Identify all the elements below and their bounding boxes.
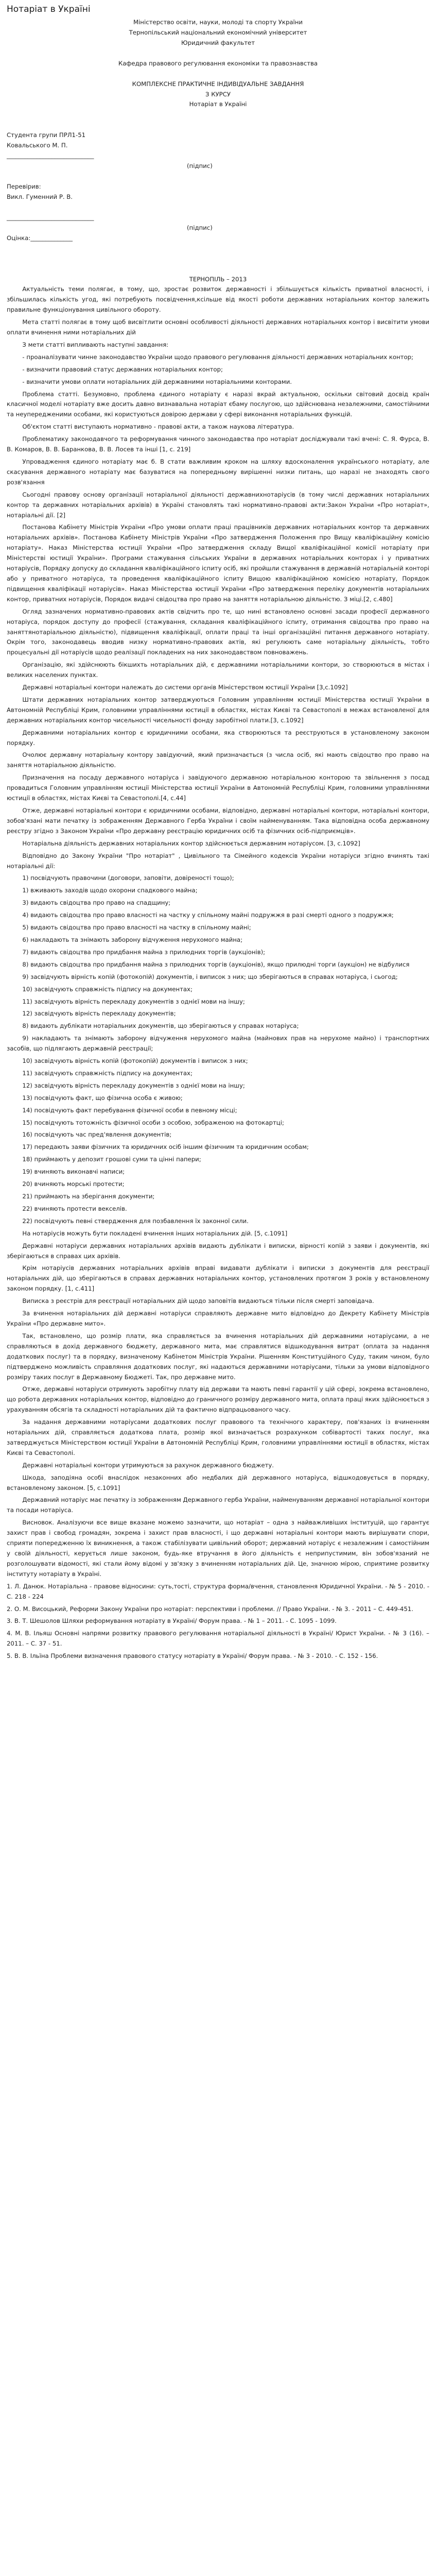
body-paragraph: Відповідно до Закону України "Про нотаріат" , Цивільного та Сімейного кодексів України нотаріуси згідно вчинять такі нотаріальні дії:: [7, 852, 429, 870]
document-body: [7, 284, 429, 1579]
checker-sign-line: _____________________________: [7, 213, 94, 221]
body-paragraph: Постанова Кабінету Міністрів України «Про умови оплати праці працівників державних нотаріальних контор та державних нотаріальних архівів». Постанова Кабінету Міністрів України «Про затвердження Положення про Вищу кваліфікаційну комісію нотаріату». Наказ Міністерства юстиції України «Про затвердження складу Вищої кваліфікаційної комісії нотаріату при Міністерстві юстиції України». Програми стажування сільських України в державних нотаріальних конторах і у приватних нотаріусів, Порядку допуску до складання кваліфікаційного іспиту осіб, які пройшли стажування в державній нотаріальній конторі або у приватного нотаріуса, та проведення кваліфікаційного іспиту Вищою кваліфікаційною комісією нотаріату, Порядок підвищення кваліфікації нотаріусів». Наказ Міністерства юстиції України «Про затвердження переліку документів нотаріальних контор, приватних нотаріусів, Порядок видачі свідоцтва про право на заняття нотаріальною діяльністю. З міці.[2, с.480]: [7, 523, 429, 603]
body-paragraph: Штати державних нотаріальних контор затверджуються Головним управлінням юстиції Міністерства юстиції України в Автономній Республіці Крим, головними управліннями юстиції в областях, містах Києві та Севастополі в межах встановленої для державних нотаріальних контор чисельності чисельності фонду заробітної плати.[3, с.1092]: [7, 696, 429, 724]
body-paragraph: Очолює державну нотаріальну контору завідуючий, який призначається (з числа осіб, які мають свідоцтво про право на заняття нотаріальною діяльністю.: [7, 751, 429, 769]
body-paragraph: 11) засвідчують справжність підпису на документах;: [22, 1069, 193, 1077]
body-paragraph: 14) посвідчують факт перебування фізичної особи в певному місці;: [22, 1106, 237, 1114]
body-paragraph: 5) видають свідоцтва про право власності на частку в спільному майні;: [22, 924, 251, 931]
body-paragraph: Актуальність теми полягає, в тому, що, зростає розвиток державності і збільшується кількість приватної власності, і збільшилась кількість угод, які потребують посвідчення,ксільше від якості роботи державних нотаріальних контор залежить правильне функціонування цивільного обороту.: [7, 285, 429, 314]
body-paragraph: Організацію, які здійснюють бікшихть нотаріальних дій, є державними нотаріальними контори, зо створюються в містах і великих населених пунктах.: [7, 661, 429, 679]
body-paragraph: 20) вчиняють морські протести;: [22, 1180, 125, 1188]
assignment-type: КОМПЛЕКСНЕ ПРАКТИЧНЕ ІНДИВІДУАЛЬНЕ ЗАВДАННЯ: [132, 80, 304, 88]
body-paragraph: - визначити умови оплати нотаріальних дій державними нотаріальними конторами.: [22, 378, 292, 385]
body-paragraph: 8) видають свідоцтва про придбання майна з прилюдних торгів (аукціонів), якщо прилюдні торги (аукціон) не відбулися: [22, 960, 410, 968]
body-paragraph: 12) засвідчують вірність перекладу документів;: [22, 1010, 176, 1018]
page-title: Нотаріат в Україні: [7, 4, 91, 14]
body-paragraph: Так, встановлено, що розмір плати, яка справляється за вчинення нотаріальних дій державними нотаріусами, а не справляються в дохід державного бюджету, державного мита, має справлятися відшкодування витрат (оплата за надання додаткових послуг) та в порядку, визначеному Кабінетом Міністрів України. Рішенням Конституційного Суду, таким чином, було підтверджено можливість справляння додаткових послуг, які надаються державними нотаріусами, тільки за умови відповідного розміру таких послуг в Державному Бюджеті. Так, про державне мито.: [7, 1332, 429, 1381]
university-name: Тернопільський національний економічний університет: [129, 28, 307, 36]
body-paragraph: На нотаріусів можуть бути покладені вчинення інших нотаріальних дій. [5, с.1091]: [22, 1229, 288, 1237]
grade-label: Оцінка:______________: [7, 234, 73, 242]
body-paragraph: - проаналізувати чинне законодавство України щодо правового регулювання діяльності державних нотаріальних контор;: [22, 353, 413, 361]
reference-item: 4. М. В. Ільяш Основні напрями розвитку правового регулювання нотаріальної діяльності в Україні/ Юрист України. - № 3 (16). – 2011. – С. 37 - 51.: [7, 1630, 429, 1648]
checker-label: Перевірив:: [7, 182, 41, 190]
faculty-name: Юридичний факультет: [181, 39, 255, 46]
reference-item: 5. В. В. Ільїна Проблеми визначення правового статусу нотаріату в Україні/ Форум права. - № 3 - 2010. - С. 152 - 156.: [7, 1652, 378, 1660]
reference-item: 3. В. Т. Шешолов Шляхи реформування нотаріату в Україні/ Форум права. - № 1 – 2011. - С. 1095 - 1099.: [7, 1617, 337, 1625]
body-paragraph: 12) засвідчують вірність перекладу документів з однієї мови на іншу;: [22, 1081, 245, 1089]
department-name: Кафедра правового регулювання економіки та правознавства: [118, 59, 318, 67]
body-paragraph: Крім нотаріусів державних нотаріальних архівів вправі видавати дублікати і виписки з документів для реєстрації нотаріальних дій, що зберігаються в справах державних нотаріальних контор, установлених протягом 3 років у встановленому законом порядку. [1, с.411]: [7, 1264, 429, 1293]
body-paragraph: 18) приймають у депозит грошові суми та цінні папери;: [22, 1156, 201, 1163]
body-paragraph: 11) засвідчують вірність перекладу документів з однієї мови на іншу;: [22, 997, 245, 1005]
reference-item: 2. О. М. Висоцький, Реформи Закону України про нотаріат: перспективи і проблеми. // Право України. - № 3. - 2011 – С. 449-451.: [7, 1605, 413, 1613]
body-paragraph: 6) накладають та знімають заборону відчуження нерухомого майна;: [22, 936, 243, 943]
body-paragraph: 19) вчиняють виконавчі написи;: [22, 1168, 125, 1176]
ministry-name: Міністерство освіти, науки, молоді та спорту України: [133, 19, 303, 26]
student-sign-line: _____________________________: [7, 152, 94, 160]
body-paragraph: Державний нотаріус має печатку із зображенням Державного герба України, найменуванням державної нотаріальної контори та посади нотаріуса.: [7, 1496, 429, 1514]
body-paragraph: Огляд зазначених нормативно-правових актів свідчить про те, що нині встановлено основні засади професії державного нотаріуса, порядок доступу до професії (стажування, складання кваліфікаційного іспиту, отримання свідоцтва про право на заняттянотаріальною діяльністю), підвищення кваліфікації, оплати праці та інші організаційні питання державного нотаріату. Окрім того, законодавець вводив низку нормативно-правових актів, які регулюють саме нотаріальну діяльність, тобто процесуальні дії нотаріусів щодо реалізації покладених на них законодавством повноважень.: [7, 607, 429, 656]
body-paragraph: 9) засвідчують вірність копій (фотокопій) документів, і виписок з них; що зберігаються в справах нотаріуса, і сьогод;: [22, 973, 398, 980]
body-paragraph: З мети статті випливають наступні завдання:: [22, 341, 169, 348]
body-paragraph: Сьогодні правову основу організації нотаріальної діяльності державнихнотаріусів (в тому числі державних нотаріальних контор та державних нотаріальних архівів) в Україні становлять такі нормативно-правові акти:Закон України «Про нотаріат», нотаріальні дії. [2]: [7, 490, 429, 519]
student-name: Ковальського М. П.: [7, 142, 68, 149]
body-paragraph: 10) засвідчують справжність підпису на документах;: [22, 985, 193, 993]
body-paragraph: 15) посвідчують тотожність фізичної особи з особою, зображеною на фотокартці;: [22, 1118, 284, 1126]
checker-sign-label: (підпис): [187, 224, 213, 231]
student-sign-label: (підпис): [187, 162, 213, 170]
body-paragraph: Державні нотаріальні контори належать до системи органів Міністерством юстиції України [3,с.1092]: [22, 684, 348, 691]
student-group: Студента групи ПРЛ1-51: [7, 131, 86, 139]
body-paragraph: 1) посвідчують правочини (договори, заповіти, довіреності тощо);: [22, 874, 234, 882]
body-paragraph: Мета статті полягає в тому щоб висвітлити основні особливості діяльності державних нотаріальних контор і висвітити умови оплати вчинення ними нотаріальних дій: [7, 318, 429, 336]
body-paragraph: Державними нотаріальних контор є юридичними особами, яка створюються та реєструються в установленому законом порядку.: [7, 728, 429, 747]
body-paragraph: За надання державними нотаріусами додаткових послуг правового та технічного характеру, пов'язаних із вчиненням нотаріальних дій, справляється додаткова плата, розмір якої визначається розрахунком собівартості таких послуг, яка затверджується Міністерством юстиції України в Автономній Республіці Крим, головними управліннями юстиції в областях, містах Києві та Севастополі.: [7, 1418, 429, 1456]
body-paragraph: Упровадження єдиного нотаріату має б. В стати важливим кроком на шляху вдосконалення українського нотаріату, але скасування державного нотаріату має базуватися на попередньому вирішенні низки питань, що наразі не знаходять свого розв'язання: [7, 458, 429, 486]
body-paragraph: Нотаріальна діяльність державних нотаріальних контор здійснюється державним нотаріусом. [3, с.1092]: [22, 839, 360, 847]
body-paragraph: За вчинення нотаріальних дій державні нотаріуси справляють державне мито відповідно до Декрету Кабінету Міністрів України «Про державне мито».: [7, 1310, 429, 1327]
body-paragraph: 21) приймають на зберігання документи;: [22, 1193, 155, 1200]
body-paragraph: Отже, державні нотаріальні контори є юридичними особами, відповідно, державні нотаріальні контори, нотаріальні контори, зобов'язані мати печатку із зображенням Державного Герба України і своїм найменуванням. Така відповідна особа державному реєстру згідно з Законом України «Про державну реєстрацію юридичних осіб та фізичних осіб-підприємців».: [7, 807, 429, 835]
course-label: З КУРСУ: [205, 90, 231, 98]
body-paragraph: 17) передають заяви фізичних та юридичних осіб іншим фізичним та юридичним особам;: [22, 1143, 309, 1151]
body-paragraph: Проблематику законодавчого та реформування чинного законодавства про нотаріат досліджували такі вчені: С. Я. Фурса, В. В. Комаров, В. В. Баранкова, В. В. Лосев та інші [1, с. 219]: [7, 435, 429, 453]
place-year: ТЕРНОПІЛЬ – 2013: [189, 275, 247, 283]
reference-item: 1. Л. Данюк. Нотаріальна - правове відносини: суть,тості, структура форма/вчення, становлення Юридичної України. - № 5 - 2010. - С. 218 - 224: [7, 1582, 429, 1600]
body-paragraph: Державні нотаріуси державних нотаріальних архівів видають дублікати і виписки, вірності копій з заяви і документів, які зберігаються в справах цих архівів.: [7, 1242, 429, 1260]
subject-name: Нотаріат в Україні: [189, 100, 247, 108]
body-paragraph: Призначення на посаду державного нотаріуса і завідуючого державною нотаріальною конторою та звільнення з посад провадиться Головним управлінням юстиції Міністерства юстиції України в Автономній Республіці Крим, головними управліннями юстиції в областях, містах Києві та Севастополі.[4, с.44]: [7, 774, 429, 802]
body-paragraph: 22) посвідчують певні ствердження для позбавлення їх законної сили.: [22, 1217, 249, 1225]
body-paragraph: 16) посвідчують час пред'явлення документів;: [22, 1131, 172, 1139]
body-paragraph: 8) видають дублікати нотаріальних документів, що зберігаються у справах нотаріуса;: [22, 1022, 299, 1030]
body-paragraph: 10) засвідчують вірність копій (фотокопій) документів і виписок з них;: [22, 1057, 248, 1065]
body-paragraph: Виписка з реєстрів для реєстрації нотаріальних дій щодо заповітів видаються тільки після смерті заповідача.: [22, 1297, 374, 1305]
body-paragraph: 7) видають свідоцтва про придбання майна з прилюдних торгів (аукціонів);: [22, 948, 266, 956]
body-paragraph: Висновок. Аналізуючи все вище вказане можемо зазначити, що нотаріат – одна з найважливіших інституцій, що гарантує захист прав і свобод громадян, зокрема і захист прав власності, і що державні нотаріальні контори мають вирішувати спори, сприяти попередженню їх виникнення, а також стабілізувати цивільний оборот; державний нотаріус є незалежним і самостійним у своїй діяльності, керується лише законом, будь-яке втручання в його діяльність є неприпустимим, він зобов'язаний не розголошувати відомості, які стали йому відомі у зв'язку з вчиненням нотаріальних дій. Це, значною мірою, сприятиме розвитку інституту нотаріату в Україні.: [7, 1519, 429, 1578]
body-paragraph: - визначити правовий статус державних нотаріальних контор;: [22, 365, 223, 373]
references-list: [7, 1582, 429, 1662]
body-paragraph: 22) вчиняють протести векселів.: [22, 1205, 127, 1212]
body-paragraph: 13) посвідчують факт, що фізична особа є живою;: [22, 1094, 183, 1101]
body-paragraph: 4) видають свідоцтва про право власності на частку у спільному майні подружжя в разі смерті одного з подружжя;: [22, 911, 394, 919]
body-paragraph: 3) видають свідоцтва про право на спадщину;: [22, 899, 171, 907]
body-paragraph: Державні нотаріальні контори утримуються за рахунок державного бюджету.: [22, 1461, 274, 1469]
body-paragraph: 9) накладають та знімають заборону відчуження нерухомого майна (майнових прав на нерухоме майно) і транспортних засобів, що підлягають державній реєстрації;: [7, 1035, 429, 1053]
body-paragraph: Проблема статті. Безумовно, проблема єдиного нотаріату є наразі вкрай актуальною, оскільки світовий досвід країн класичної моделі нотаріату вже досить давно визнавальна нотаріат єбаму послугою, що здійснювана незалежними, самостійними та неупередженими особами, які користуються довірою держави у сфері виконання нотаріальних функцій.: [7, 390, 429, 418]
body-paragraph: Об'єктом статті виступають нормативно - правові акти, а також наукова література.: [22, 423, 294, 431]
body-paragraph: Шкода, заподіяна особі внаслідок незаконних або недбалих дій державного нотаріуса, відшкодовується в порядку, встановленому законом. [5, с.1091]: [7, 1473, 429, 1492]
body-paragraph: Отже, державні нотаріуси отримують заробітну плату від держави та мають певні гарантії у цій сфері, зокрема встановлено, що робота державних нотаріальних контор, відповідно до граничного розміру державного мита, оплата праці яких здійснюється з урахуванням обсягів та складності нотаріальних дій та фактично відпрацьованого часу.: [7, 1385, 429, 1414]
body-paragraph: 1) вживають заходів щодо охорони спадкового майна;: [22, 887, 198, 894]
checker-name: Викл. Гуменний Р. В.: [7, 193, 73, 200]
